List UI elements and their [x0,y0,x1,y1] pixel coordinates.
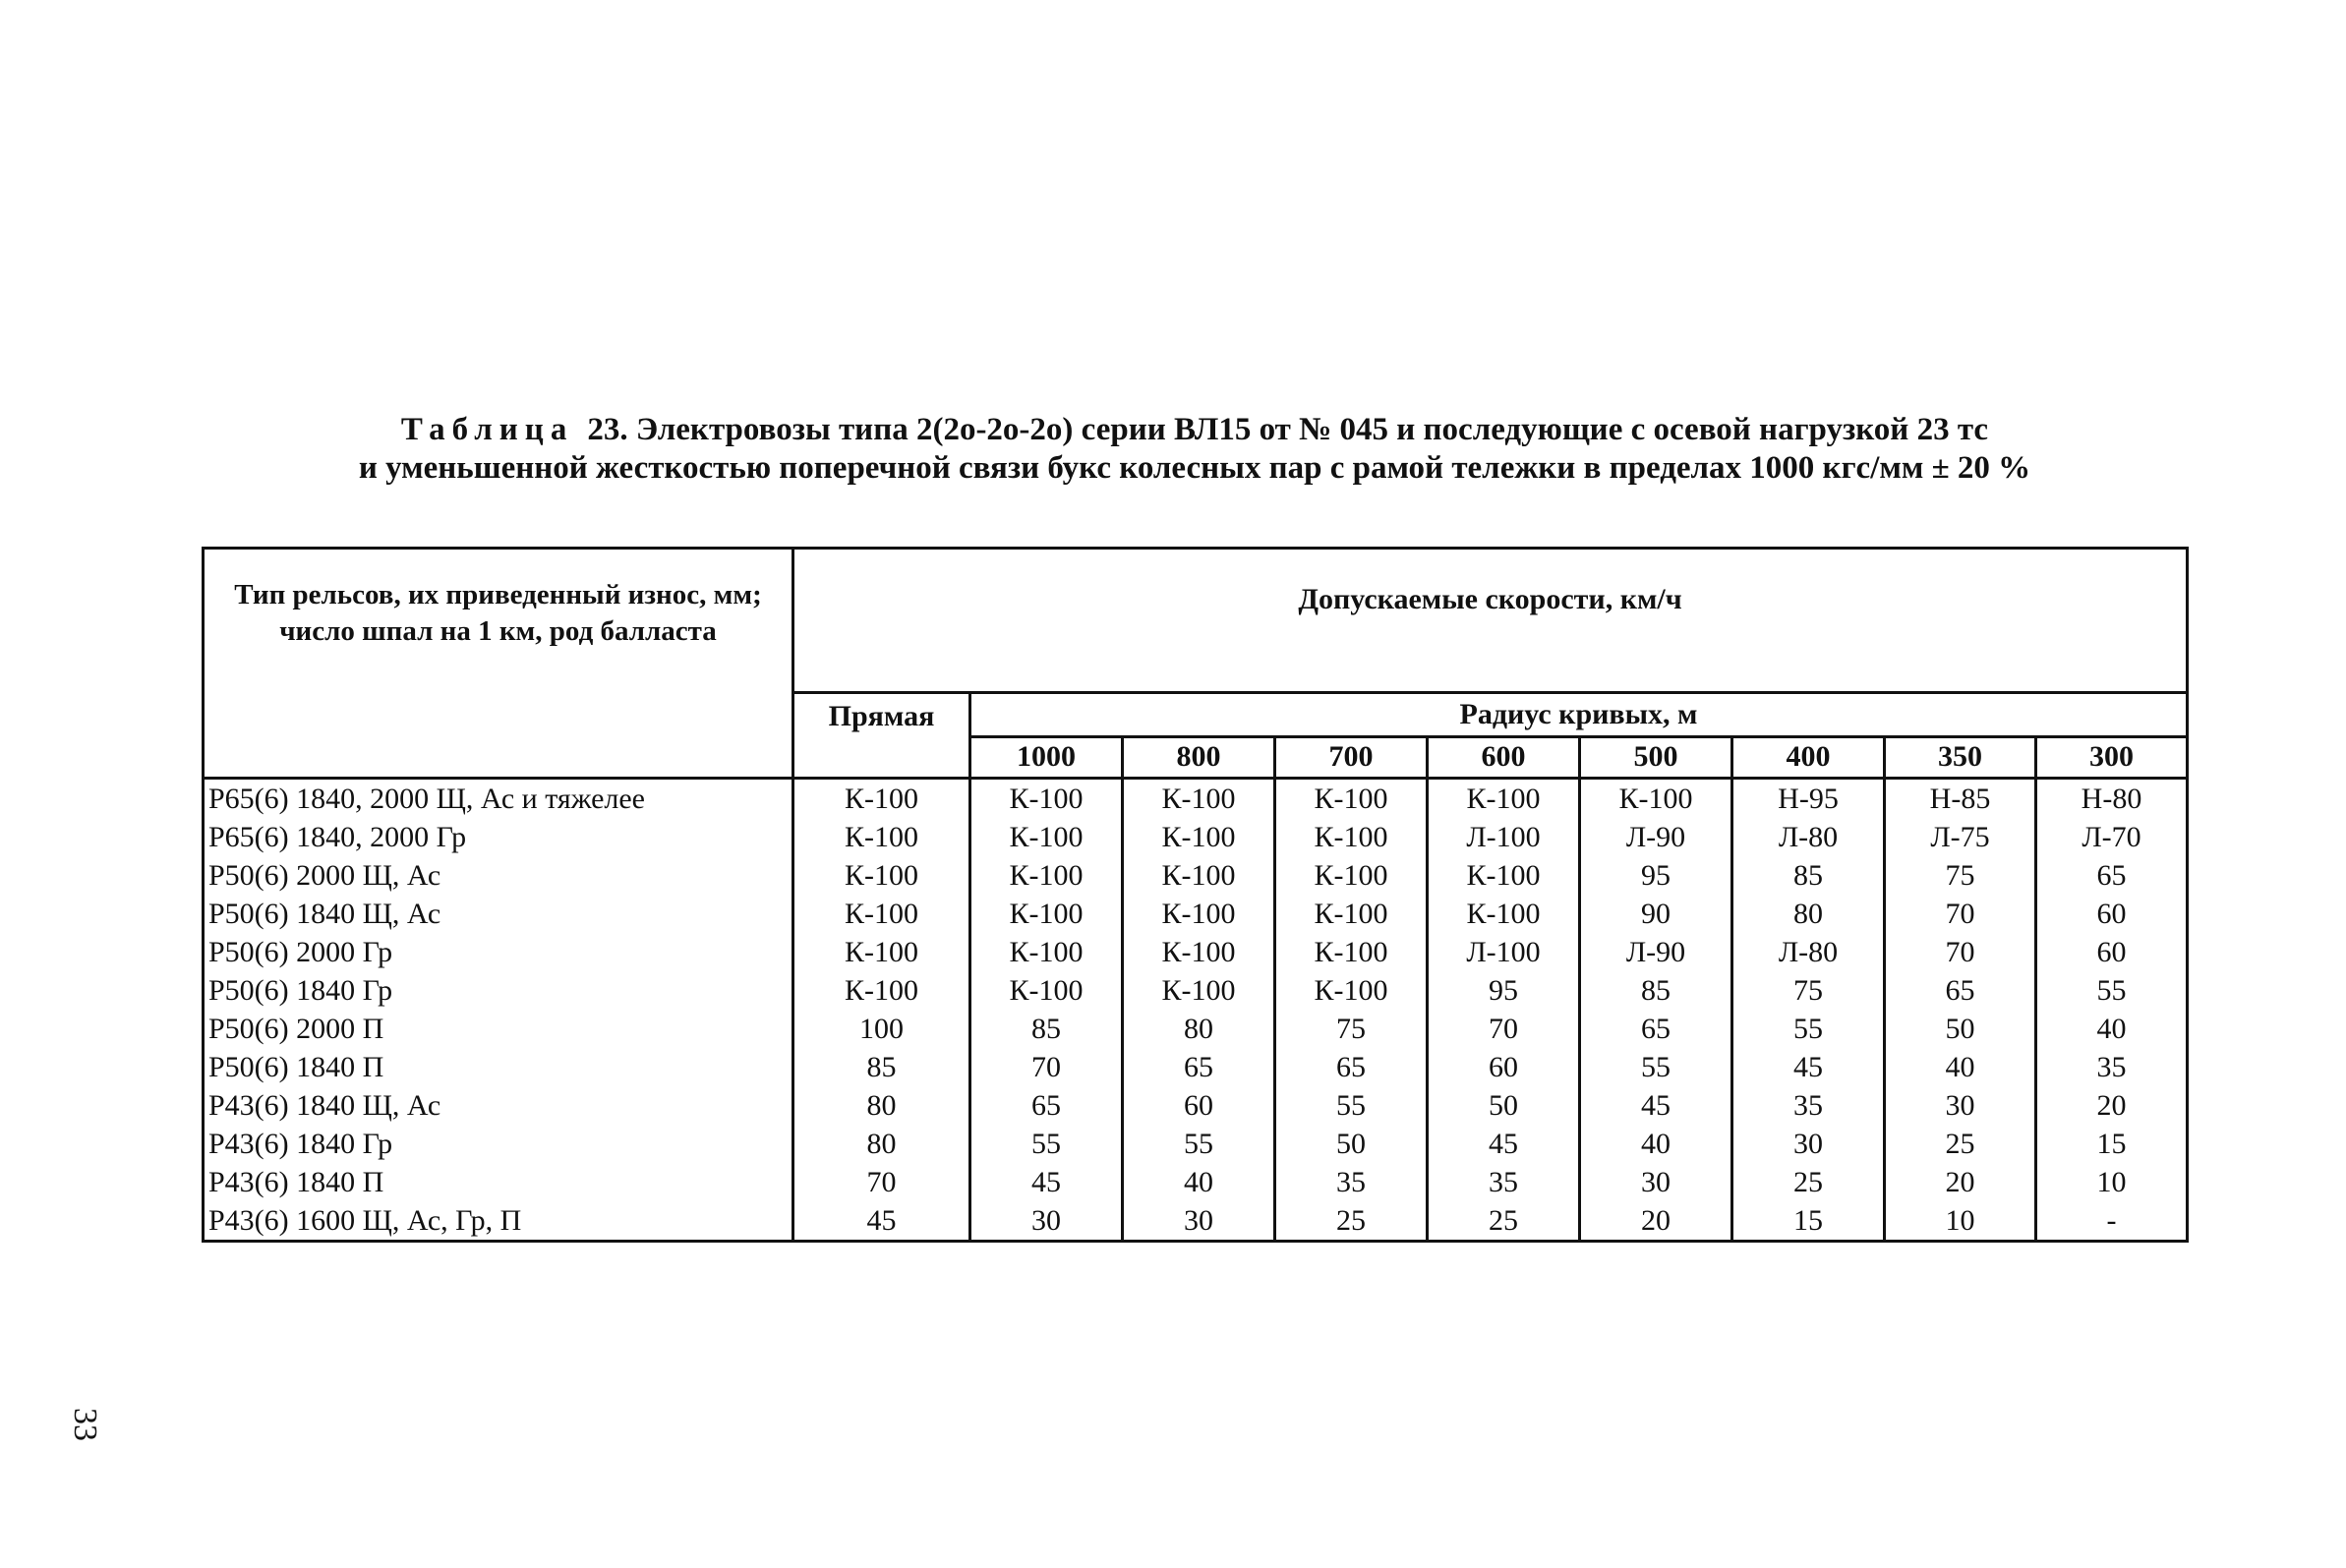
table-row [204,1010,2188,1048]
speed-cell: К-100 [970,971,1123,1010]
speed-cell: 50 [1275,1125,1428,1163]
speed-cell: 80 [793,1086,970,1125]
speed-cell: К-100 [1428,779,1580,819]
speed-cell: 65 [2036,856,2188,895]
rail-type-cell: Р43(6) 1840 Щ, Ас [204,1086,793,1125]
speed-cell: 20 [1885,1163,2036,1201]
speed-cell: 85 [1580,971,1732,1010]
speed-cell: 55 [1123,1125,1275,1163]
speed-cell: 55 [1732,1010,1885,1048]
table-row [204,779,2188,819]
speed-cell: Л-100 [1428,818,1580,856]
speed-cell: К-100 [793,779,970,819]
speed-cell: 85 [793,1048,970,1086]
speed-cell: К-100 [1428,895,1580,933]
speed-cell: 45 [1580,1086,1732,1125]
speed-cell: 15 [1732,1201,1885,1242]
speed-cell: К-100 [1275,971,1428,1010]
speed-cell: К-100 [1275,779,1428,819]
speed-cell: 55 [1275,1086,1428,1125]
rail-type-cell: Р50(6) 2000 П [204,1010,793,1048]
table-row [204,1086,2188,1125]
allowed-speeds-header: Допускаемые скорости, км/ч [793,549,2188,693]
table-row [204,1125,2188,1163]
caption-line-1-text: 23. Электровозы типа 2(2о-2о-2о) серии ВЛ15 от № 045 и последующие с осевой нагрузкой 23 тс [587,412,1989,447]
speed-cell: Н-95 [1732,779,1885,819]
speed-cell: К-100 [1123,779,1275,819]
speed-cell: 70 [793,1163,970,1201]
speed-cell: 25 [1732,1163,1885,1201]
speed-cell: 70 [1885,933,2036,971]
speed-cell: 60 [2036,933,2188,971]
table-row [204,1048,2188,1086]
table-row [204,971,2188,1010]
speed-cell: 40 [1580,1125,1732,1163]
rail-type-cell: Р50(6) 2000 Гр [204,933,793,971]
speed-cell: 25 [1275,1201,1428,1242]
speed-cell: К-100 [1275,856,1428,895]
speed-cell: 10 [2036,1163,2188,1201]
speed-cell: 100 [793,1010,970,1048]
speed-cell: 50 [1885,1010,2036,1048]
rail-type-cell: Р43(6) 1840 П [204,1163,793,1201]
speed-cell: К-100 [793,818,970,856]
table-row [204,933,2188,971]
speed-cell: 60 [1428,1048,1580,1086]
speed-cell: 70 [1885,895,2036,933]
speed-cell: 85 [970,1010,1123,1048]
speed-cell: 30 [1732,1125,1885,1163]
speed-cell: 75 [1275,1010,1428,1048]
speed-cell: 35 [1732,1086,1885,1125]
speed-cell: 15 [2036,1125,2188,1163]
speed-cell: К-100 [970,779,1123,819]
speed-cell: 65 [1275,1048,1428,1086]
speed-cell: 40 [2036,1010,2188,1048]
speed-cell: 20 [2036,1086,2188,1125]
curve-radius-header: Радиус кривых, м [970,693,2188,737]
speed-cell: 45 [1428,1125,1580,1163]
speed-cell: 85 [1732,856,1885,895]
speed-cell: 30 [970,1201,1123,1242]
speed-cell: 20 [1580,1201,1732,1242]
straight-header: Прямая [793,693,970,779]
speed-cell: 45 [793,1201,970,1242]
speed-cell: К-100 [793,856,970,895]
speed-cell: 95 [1580,856,1732,895]
speed-cell: 75 [1732,971,1885,1010]
radius-header-350: 350 [1885,736,2036,778]
speed-cell: 55 [2036,971,2188,1010]
speed-cell: 55 [970,1125,1123,1163]
rail-type-header: Тип рельсов, их приведенный износ, мм; число шпал на 1 км, род балласта [204,549,793,779]
speed-cell: К-100 [1123,895,1275,933]
speed-cell: 65 [1885,971,2036,1010]
speed-cell: 65 [1580,1010,1732,1048]
speed-cell: Л-75 [1885,818,2036,856]
speed-cell: К-100 [1275,895,1428,933]
speed-cell: 35 [1275,1163,1428,1201]
speed-cell: 65 [1123,1048,1275,1086]
speed-cell: 45 [1732,1048,1885,1086]
speed-cell: 60 [2036,895,2188,933]
speed-cell: 95 [1428,971,1580,1010]
rail-type-cell: Р50(6) 2000 Щ, Ас [204,856,793,895]
speed-cell: 30 [1123,1201,1275,1242]
speed-cell: 80 [1123,1010,1275,1048]
radius-header-500: 500 [1580,736,1732,778]
speed-cell: 30 [1885,1086,2036,1125]
speed-cell: Л-90 [1580,818,1732,856]
speed-cell: К-100 [793,971,970,1010]
speed-cell: 80 [793,1125,970,1163]
speed-cell: 60 [1123,1086,1275,1125]
table-row [204,1201,2188,1242]
speed-cell: Л-80 [1732,818,1885,856]
speed-cell: 55 [1580,1048,1732,1086]
speed-cell: К-100 [970,818,1123,856]
rail-type-cell: Р65(6) 1840, 2000 Гр [204,818,793,856]
table-row [204,895,2188,933]
speed-cell: К-100 [1428,856,1580,895]
speed-cell: 10 [1885,1201,2036,1242]
speed-cell: 30 [1580,1163,1732,1201]
speed-cell: 25 [1428,1201,1580,1242]
speed-cell: К-100 [970,856,1123,895]
speed-cell: 40 [1123,1163,1275,1201]
speed-cell: Л-90 [1580,933,1732,971]
speed-cell: 65 [970,1086,1123,1125]
speed-cell: К-100 [1123,818,1275,856]
speed-cell: К-100 [793,933,970,971]
speed-cell: К-100 [1275,818,1428,856]
speed-table [202,547,2189,1243]
speed-cell: 90 [1580,895,1732,933]
table-row [204,818,2188,856]
radius-header-300: 300 [2036,736,2188,778]
caption-line-1 [295,411,2094,449]
speed-cell: Л-80 [1732,933,1885,971]
radius-header-800: 800 [1123,736,1275,778]
speed-cell: К-100 [970,895,1123,933]
speed-cell: 50 [1428,1086,1580,1125]
radius-header-400: 400 [1732,736,1885,778]
rail-type-cell: Р50(6) 1840 Щ, Ас [204,895,793,933]
table-caption [295,411,2094,488]
speed-cell: 70 [970,1048,1123,1086]
speed-cell: Н-80 [2036,779,2188,819]
speed-cell: 80 [1732,895,1885,933]
caption-line-2: и уменьшенной жесткостью поперечной связи букс колесных пар с рамой тележки в пределах 1000 кгс/мм ± 20 % [358,450,2031,486]
speed-cell: К-100 [1123,856,1275,895]
table-body [204,779,2188,1242]
speed-cell: 40 [1885,1048,2036,1086]
speed-cell: 25 [1885,1125,2036,1163]
speed-cell: К-100 [1123,933,1275,971]
radius-header-700: 700 [1275,736,1428,778]
speed-cell: 35 [2036,1048,2188,1086]
radius-header-600: 600 [1428,736,1580,778]
speed-cell: К-100 [1275,933,1428,971]
speed-cell: К-100 [970,933,1123,971]
radius-header-1000: 1000 [970,736,1123,778]
speed-cell: Л-70 [2036,818,2188,856]
speed-cell: К-100 [1580,779,1732,819]
rail-type-cell: Р43(6) 1840 Гр [204,1125,793,1163]
speed-cell: Л-100 [1428,933,1580,971]
rail-type-cell: Р65(6) 1840, 2000 Щ, Ас и тяжелее [204,779,793,819]
rail-type-cell: Р43(6) 1600 Щ, Ас, Гр, П [204,1201,793,1242]
speed-cell: - [2036,1201,2188,1242]
caption-label: Таблица [400,412,574,447]
table-row [204,856,2188,895]
speed-cell: Н-85 [1885,779,2036,819]
speed-cell: 75 [1885,856,2036,895]
rail-type-cell: Р50(6) 1840 Гр [204,971,793,1010]
speed-cell: К-100 [793,895,970,933]
page-number: 33 [67,1408,103,1441]
speed-cell: 35 [1428,1163,1580,1201]
speed-cell: К-100 [1123,971,1275,1010]
speed-cell: 45 [970,1163,1123,1201]
speed-cell: 70 [1428,1010,1580,1048]
table-row [204,1163,2188,1201]
rail-type-cell: Р50(6) 1840 П [204,1048,793,1086]
